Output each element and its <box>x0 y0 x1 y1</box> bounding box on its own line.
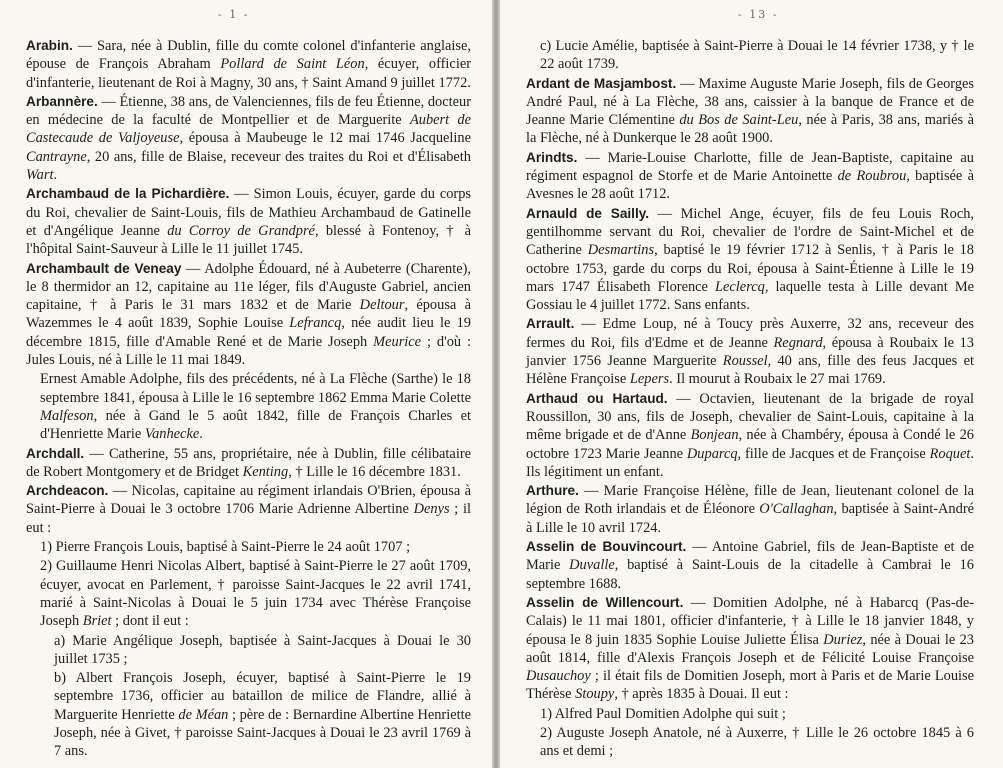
entry-text: — Michel Ange, écuyer, fils de feu Louis Roch, gentilhomme servant du Roi, chevalier de l'ordre de Saint-Michel et de Catherine <box>526 205 974 259</box>
entry-text: — Edme Loup, né à Toucy près Auxerre, 32 ans, receveur des fermes du Roi, fils d'Edme et de Jeanne <box>526 316 974 351</box>
entry-text: , baptisée à Saint-André à Lille le 10 avril 1724. <box>526 501 974 536</box>
italic-name: du Bos de Saint-Leu <box>679 112 799 129</box>
register-entry <box>526 149 974 204</box>
italic-name: Pollard de Saint Léon <box>220 56 365 73</box>
entry-text: , blessé à Fontenoy, † à l'hôpital Saint-Sauveur à Lille le 11 juillet 1745. <box>26 222 471 258</box>
register-entry <box>26 260 471 370</box>
italic-name: Denys <box>413 501 450 518</box>
entry-text: — Octavien, lieutenant de la brigade de royal Roussillon, 30 ans, fils de Joseph, chevalier de Saint-Louis, capitaine à la même brigade et de d'Anne <box>526 390 974 444</box>
entry-surname: Archdeacon. <box>26 483 109 499</box>
entry-text: 1) Alfred Paul Domitien Adolphe qui suit ; <box>540 705 786 722</box>
entry-text: — Antoine Gabriel, fils de Jean-Baptiste et de Marie <box>526 539 974 574</box>
entry-surname: Arrault. <box>526 316 575 332</box>
entry-text: . <box>53 167 58 184</box>
entry-text: 2) Guillaume Henri Nicolas Albert, baptisé à Saint-Pierre le 27 août 1709, écuyer, avocat en Parlement, † paroisse Saint-Jacques le 22 avril 1741, marié à Saint-Nicolas à Douai le 5 juin 1734 avec Thérèse Françoise Joseph <box>40 558 471 630</box>
register-entry <box>526 315 974 388</box>
entry-text: — Simon Louis, écuyer, garde du corps du Roi, chevalier de Saint-Louis, fils de Mathieu Archambaud de Gatinelle et d'Angélique Jeanne <box>26 186 471 239</box>
entry-text: , épousa à Wazemmes le 4 août 1839, Sophie Louise <box>26 297 471 332</box>
italic-name: Dusauchoy <box>526 668 591 685</box>
entry-text: , 40 ans, fille des feus Jacques et Hélène Françoise <box>526 353 974 388</box>
italic-name: de Roubrou <box>837 168 907 185</box>
entry-text: — Sara, née à Dublin, fille du comte colonel d'infanterie anglaise, épouse de François Abraham <box>26 38 471 73</box>
italic-name: Desmartins <box>587 242 655 259</box>
register-entry <box>26 93 471 184</box>
italic-name: Lepers <box>629 371 670 388</box>
entry-text: b) Albert François Joseph, écuyer, baptisé à Saint-Pierre le 19 septembre 1736, officier au bataillon de milice de Flandre, allié à Marguerite Henriette <box>54 670 471 723</box>
entry-text: , baptisé à Saint-Louis de la citadelle à Cambrai le 16 septembre 1688. <box>526 557 974 592</box>
italic-name: Roussel <box>722 353 768 370</box>
entry-surname: Arabin. <box>26 38 73 53</box>
register-entry <box>526 482 974 537</box>
register-entry <box>26 185 471 258</box>
entry-surname: Ardant de Masjambost. <box>526 75 677 91</box>
entry-surname: Archambaud de la Pichardière. <box>26 186 230 202</box>
italic-name: Aubert de Castecaude de Valjoyeuse <box>26 112 471 147</box>
entry-text: a) Marie Angélique Joseph, baptisée à Saint-Jacques à Douai le 30 juillet 1735 ; <box>54 632 471 667</box>
entry-text: , écuyer, officier d'infanterie, lieutenant de Roi à Magny, 30 ans, † Saint Amand 9 juillet 1772. <box>26 56 471 91</box>
entry-text: 1) Pierre François Louis, baptisé à Saint-Pierre le 24 août 1707 ; <box>40 539 411 556</box>
entry-text: , née à Chambéry, épousa à Condé le 26 octobre 1723 Marie Jeanne <box>526 427 974 462</box>
entry-surname: Asselin de Bouvincourt. <box>526 539 687 555</box>
italic-name: Briet <box>82 613 112 630</box>
entry-continuation <box>26 632 471 669</box>
italic-name: Duvalle <box>569 557 615 574</box>
entry-text: ; il eut : <box>26 501 471 536</box>
italic-name: Duriez <box>823 631 863 648</box>
entry-text: , 20 ans, fille de Blaise, receveur des traites du Roi et d'Élisabeth <box>86 148 471 165</box>
entry-text: , née à Gand le 5 août 1842, fille de François Charles et d'Henriette Marie <box>40 407 471 443</box>
entry-text: 2) Auguste Joseph Anatole, né à Auxerre, † Lille le 26 octobre 1845 à 6 ans et demi ; <box>540 724 974 760</box>
italic-name: Wart <box>26 167 54 184</box>
entry-text: ; d'où : Jules Louis, né à Lille le 11 mai 1849. <box>26 333 471 369</box>
entry-text: . Ils légitiment un enfant. <box>526 445 974 480</box>
italic-name: Kenting <box>242 463 289 480</box>
entry-continuation <box>26 370 471 443</box>
entry-text: , baptisée à Avesnes le 28 août 1712. <box>526 168 974 203</box>
italic-name: O'Callaghan <box>759 501 834 518</box>
entry-text: ; père de : Bernardine Albertine Henriette Joseph, née à Givet, † paroisse Saint-Jacques à Douai le 23 avril 1769 à 7 ans. <box>54 706 471 760</box>
entry-text: — Nicolas, capitaine au régiment irlandais O'Brien, épousa à Saint-Pierre à Douai le 3 octobre 1706 Marie Adrienne Albertine <box>26 483 471 518</box>
entry-text: , épousa à Roubaix le 13 janvier 1756 Jeanne Marguerite <box>526 334 974 370</box>
entry-continuation <box>526 724 974 761</box>
italic-name: de Méan <box>178 706 229 723</box>
entry-surname: Asselin de Willencourt. <box>526 594 684 610</box>
italic-name: Stoupy <box>575 686 615 703</box>
entry-text: , épousa à Maubeuge le 12 mai 1746 Jacqueline <box>179 130 471 147</box>
page-text <box>26 37 471 762</box>
entry-continuation <box>26 669 471 760</box>
register-entry <box>26 445 471 482</box>
entry-text: , † Lille le 16 décembre 1831. <box>288 463 461 480</box>
entry-surname: Arthaud ou Hartaud. <box>526 390 668 406</box>
entry-text: — Marie-Louise Charlotte, fille de Jean-Baptiste, capitaine au régiment espagnol de Storfe et de Marie Antoinette <box>526 149 974 185</box>
register-entry <box>526 205 974 315</box>
entry-text: c) Lucie Amélie, baptisée à Saint-Pierre à Douai le 14 février 1738, y † le 22 août 1739. <box>540 38 974 73</box>
entry-text: ; dont il eut : <box>111 613 189 630</box>
entry-text: Ernest Amable Adolphe, fils des précédents, né à La Flèche (Sarthe) le 18 septembre 1841, épousa à Lille le 16 septembre 1862 Emma Marie Colette <box>40 371 471 406</box>
entry-text: , née à Douai le 23 août 1814, fille d'Alexis François Joseph et de Félicité Louise Françoise <box>526 631 974 666</box>
entry-surname: Archdall. <box>26 445 85 461</box>
register-entry <box>526 594 974 704</box>
italic-name: Regnard <box>773 334 823 351</box>
register-entry <box>26 37 471 92</box>
entry-surname: Arbannère. <box>26 93 98 109</box>
entry-continuation <box>526 37 974 74</box>
page-number: - 13 - <box>738 8 779 21</box>
entry-text: — Marie Françoise Hélène, fille de Jean, lieutenant colonel de la légion de Roth irlandais et de Éléonore <box>526 483 974 518</box>
entry-continuation <box>26 557 471 630</box>
entry-surname: Archambault de Veneay <box>26 260 182 276</box>
page-text <box>526 37 974 762</box>
italic-name: Meurice <box>373 333 422 350</box>
italic-name: Lefrancq <box>289 315 342 332</box>
italic-name: Duparcq <box>686 445 738 462</box>
italic-name: Leclercq <box>715 278 765 295</box>
italic-name: du Corroy de Grandpré <box>167 222 315 239</box>
register-entry <box>526 538 974 593</box>
entry-text: . Il mourut à Roubaix le 27 mai 1769. <box>669 371 886 388</box>
entry-surname: Arthure. <box>526 483 579 499</box>
entry-text: , née à Paris, 38 ans, mariés à la Flèche, né à Dunkerque le 28 août 1900. <box>526 112 974 147</box>
register-entry <box>526 390 974 481</box>
italic-name: Bonjean <box>690 427 739 444</box>
italic-name: Malfeson <box>40 407 94 424</box>
entry-surname: Arnauld de Sailly. <box>526 205 650 221</box>
register-entry <box>526 75 974 148</box>
entry-text: — Catherine, 55 ans, propriétaire, née à Dublin, fille célibataire de Robert Montgomery et de Bridget <box>26 445 471 480</box>
italic-name: Cantrayne <box>26 148 87 165</box>
italic-name: Roquet <box>929 445 971 462</box>
book-gutter <box>492 0 500 768</box>
entry-text: , baptisé le 19 février 1712 à Senlis, † à Paris le 18 octobre 1753, garde du corps du Roi, épousa à Saint-Étienne à Lille le 19 mars 1747 Élisabeth Florence <box>526 242 974 295</box>
italic-name: Deltour <box>359 297 405 314</box>
entry-text: , née audit lieu le 19 décembre 1815, fille d'Amable René et de Marie Joseph <box>26 315 471 350</box>
left-page <box>0 0 492 768</box>
right-page <box>500 0 1003 768</box>
entry-text: — Maxime Auguste Marie Joseph, fils de Georges André Paul, né à La Flèche, 38 ans, caissier à la banque de France et de Jeanne Marie Clémentine <box>526 75 975 129</box>
entry-text: — Domitien Adolphe, né à Habarcq (Pas-de-Calais) le 11 mai 1801, officier d'infanterie, † à Lille le 18 janvier 1848, y épousa le 8 juin 1835 Sophie Louise Juliette Élisa <box>526 594 974 648</box>
entry-continuation <box>526 705 974 723</box>
register-entry <box>26 482 471 537</box>
entry-surname: Arindts. <box>526 149 578 165</box>
entry-text: . <box>199 426 203 443</box>
entry-text: , † après 1835 à Douai. Il eut : <box>614 686 789 703</box>
entry-text: ; il était fils de Domitien Joseph, mort à Paris et de Marie Louise Thérèse <box>526 668 974 703</box>
entry-text: — Adolphe Édouard, né à Aubeterre (Charente), le 8 thermidor an 12, capitaine au 11e léger, fils d'Auguste Gabriel, ancien capitaine, † à Paris le 31 mars 1832 et de Marie <box>26 260 472 314</box>
entry-text: , laquelle testa à Lille devant Me Gossiau le 4 juillet 1772. Sans enfants. <box>526 278 975 314</box>
page-number: - 1 - <box>218 8 250 21</box>
italic-name: Vanhecke <box>144 426 200 443</box>
entry-text: — Étienne, 38 ans, de Valenciennes, fils de feu Étienne, docteur en médecine de la faculté de Montpellier et de Marguerite <box>26 93 471 129</box>
entry-continuation <box>26 538 471 556</box>
entry-text: , fille de Jacques et de Françoise <box>737 445 930 462</box>
